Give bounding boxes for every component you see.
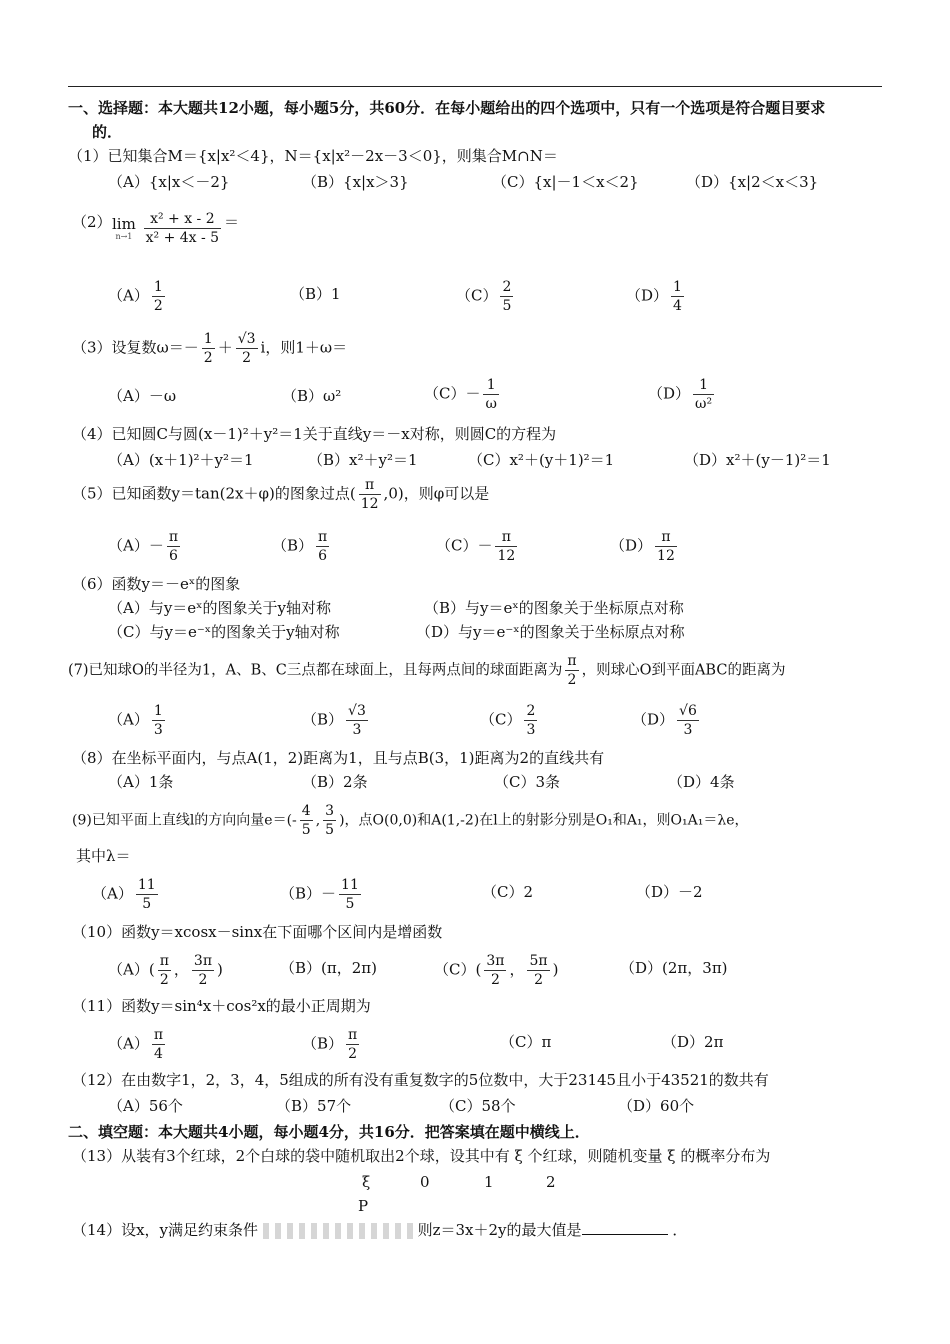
q13-p-label: P (358, 1197, 369, 1215)
q12-option-b[interactable]: （B）57个 (276, 1097, 352, 1115)
q7-option-b[interactable]: （B） $\frac{√3}{3}$ (302, 703, 366, 738)
section-1-title-cont: 的． (92, 123, 123, 141)
q2-option-c[interactable]: （C） $\frac{2}{5}$ (456, 279, 512, 314)
q10-option-c[interactable]: （C）( $\frac{3\pi}{2}$ ， $\frac{5\pi}{2}$ ) (434, 953, 559, 988)
q8-option-b[interactable]: （B）2条 (302, 773, 368, 791)
q4-option-d[interactable]: （D）x²＋(y－1)²＝1 (684, 451, 831, 469)
q12-stem: （12）在由数字1，2，3，4，5组成的所有没有重复数字的5位数中，大于23145且小于43521的数共有 (72, 1071, 769, 1089)
q3-option-b[interactable]: （B）ω² (282, 387, 342, 405)
q11-stem: （11）函数y＝sin⁴x＋cos²x的最小正周期为 (72, 997, 371, 1015)
q12-option-c[interactable]: （C）58个 (440, 1097, 516, 1115)
q13-value-0: 0 (420, 1173, 430, 1191)
q9-option-c[interactable]: （C）2 (482, 883, 534, 901)
q6-option-b[interactable]: （B）与y＝eˣ的图象关于坐标原点对称 (424, 599, 684, 617)
q10-stem: （10）函数y＝xcosx－sinx在下面哪个区间内是增函数 (72, 923, 443, 941)
q2-lim: lim n→1 (112, 215, 136, 241)
q7-stem: (7)已知球O的半径为1，A、B、C三点都在球面上，且每两点间的球面距离为 $\frac{\pi}{2}$ ，则球心O到平面ABC的距离为 (68, 653, 786, 688)
q4-stem: （4）已知圆C与圆(x－1)²＋y²＝1关于直线y＝－x对称，则圆C的方程为 (72, 425, 557, 443)
q11-option-c[interactable]: （C）π (500, 1033, 552, 1051)
q9-stem-cont: 其中λ＝ (76, 847, 131, 865)
q4-option-b[interactable]: （B）x²＋y²＝1 (308, 451, 418, 469)
q3-option-c[interactable]: （C）－ $\frac{1}{\omega}$ (424, 377, 497, 412)
q4-option-c[interactable]: （C）x²＋(y＋1)²＝1 (468, 451, 615, 469)
q8-option-c[interactable]: （C）3条 (494, 773, 561, 791)
q9-option-a[interactable]: （A） $\frac{11}{5}$ (92, 877, 156, 912)
q5-option-d[interactable]: （D） $\frac{\pi}{12}$ (610, 529, 675, 564)
q13-value-2: 2 (546, 1173, 556, 1191)
q2-option-d[interactable]: （D） $\frac{1}{4}$ (626, 279, 682, 314)
q12-option-d[interactable]: （D）60个 (618, 1097, 695, 1115)
q14-answer-blank[interactable] (582, 1220, 668, 1235)
q1-option-a[interactable]: （A）{x|x＜－2} (108, 173, 230, 191)
q3-option-a[interactable]: （A）－ω (108, 387, 177, 405)
q8-option-d[interactable]: （D）4条 (668, 773, 735, 791)
q7-option-d[interactable]: （D） $\frac{√6}{3}$ (632, 703, 697, 738)
section-1-title: 一、选择题：本大题共12小题，每小题5分，共60分．在每小题给出的四个选项中，只有一个选项是符合题目要求 (68, 99, 826, 117)
q6-option-a[interactable]: （A）与y＝eˣ的图象关于y轴对称 (108, 599, 332, 617)
q1-option-c[interactable]: （C）{x|－1＜x＜2} (492, 173, 639, 191)
q7-option-c[interactable]: （C） $\frac{2}{3}$ (480, 703, 536, 738)
q10-option-b[interactable]: （B）(π，2π) (280, 959, 377, 977)
q11-option-a[interactable]: （A） $\frac{\pi}{4}$ (108, 1027, 164, 1062)
q14-stem: （14）设x，y满足约束条件 则z＝3x＋2y的最大值是 ． (72, 1221, 688, 1239)
q4-option-a[interactable]: （A）(x＋1)²＋y²＝1 (108, 451, 254, 469)
q2-option-a[interactable]: （A） $\frac{1}{2}$ (108, 279, 163, 314)
q11-option-b[interactable]: （B） $\frac{\pi}{2}$ (302, 1027, 358, 1062)
q13-stem: （13）从装有3个红球，2个白球的袋中随机取出2个球，设其中有 ξ 个红球，则随机变量 ξ 的概率分布为 (72, 1147, 771, 1165)
q11-option-d[interactable]: （D）2π (662, 1033, 724, 1051)
q12-option-a[interactable]: （A）56个 (108, 1097, 183, 1115)
q9-stem: (9)已知平面上直线l的方向向量e＝(- $\frac{4}{5}$ , $\frac{3}{5}$ )，点O(0,0)和A(1,-2)在l上的射影分别是O₁和A₁，则O₁A₁＝λe， (72, 803, 749, 838)
q8-stem: （8）在坐标平面内，与点A(1，2)距离为1，且与点B(3，1)距离为2的直线共有 (72, 749, 605, 767)
q5-stem: （5）已知函数y＝tan(2x＋φ)的图象过点( $\frac{\pi}{12}$ ,0)，则φ可以是 (72, 477, 490, 512)
q5-option-a[interactable]: （A）－ $\frac{\pi}{6}$ (108, 529, 179, 564)
section-2-title: 二、填空题：本大题共4小题，每小题4分，共16分．把答案填在题中横线上． (68, 1123, 590, 1141)
q6-option-c[interactable]: （C）与y＝e⁻ˣ的图象关于y轴对称 (108, 623, 340, 641)
q2-option-b[interactable]: （B）1 (290, 285, 341, 303)
q10-option-d[interactable]: （D）(2π，3π) (620, 959, 728, 977)
q13-xi-label: ξ (362, 1173, 371, 1191)
q2-number: （2） (72, 213, 112, 231)
q3-stem: （3）设复数ω＝－ $\frac{1}{2}$ ＋ $\frac{√3}{2}$ i，则1＋ω＝ (72, 331, 348, 366)
q1-option-d[interactable]: （D）{x|2＜x＜3} (686, 173, 819, 191)
q1-option-b[interactable]: （B）{x|x＞3} (302, 173, 409, 191)
q8-option-a[interactable]: （A）1条 (108, 773, 174, 791)
q2-limit-expression (112, 210, 224, 247)
top-rule (68, 86, 882, 87)
q2-equals: ＝ (224, 213, 240, 231)
q2-fraction: $\frac{\text{x² + x - 2}}{\text{x² + 4x - 5}}$ (145, 211, 220, 246)
q9-option-b[interactable]: （B）－ $\frac{11}{5}$ (280, 877, 359, 912)
q5-option-b[interactable]: （B） $\frac{\pi}{6}$ (272, 529, 328, 564)
q14-constraint-image (263, 1223, 413, 1239)
q5-option-c[interactable]: （C）－ $\frac{\pi}{12}$ (436, 529, 516, 564)
q10-option-a[interactable]: （A）( $\frac{\pi}{2}$ ， $\frac{3\pi}{2}$ ) (108, 953, 223, 988)
q6-stem: （6）函数y＝－eˣ的图象 (72, 575, 241, 593)
q3-option-d[interactable]: （D） $\frac{1}{\text{ω²}}$ (648, 377, 713, 412)
q9-option-d[interactable]: （D）－2 (636, 883, 703, 901)
q7-option-a[interactable]: （A） $\frac{1}{3}$ (108, 703, 163, 738)
q13-value-1: 1 (484, 1173, 494, 1191)
q6-option-d[interactable]: （D）与y＝e⁻ˣ的图象关于坐标原点对称 (416, 623, 685, 641)
q1-stem: （1）已知集合M＝{x|x²＜4}，N＝{x|x²－2x－3＜0}，则集合M∩N＝ (68, 147, 558, 165)
